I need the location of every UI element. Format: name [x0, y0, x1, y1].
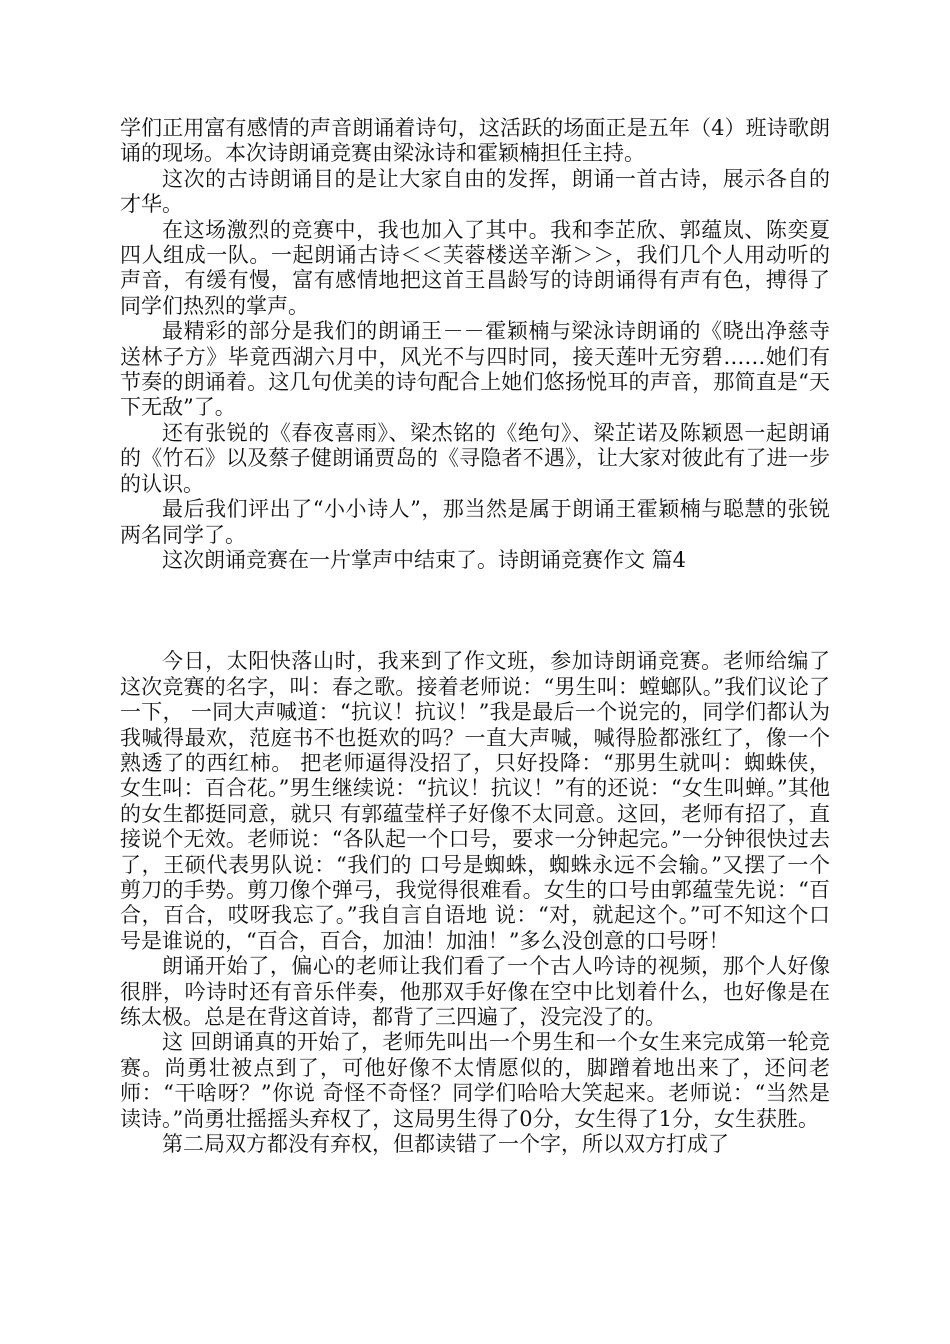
- paragraph: 学们正用富有感情的声音朗诵着诗句，这活跃的场面正是五年（4）班诗歌朗诵的现场。本次诗朗诵竞赛由梁泳诗和霍颖楠担任主持。: [120, 116, 830, 166]
- paragraph: 这 回朗诵真的开始了，老师先叫出一个男生和一个女生来完成第一轮竞赛。尚勇壮被点到了，可他好像不太情愿似的，脚蹭着地出来了，还问老师：“干啥呀？”你说 奇怪不奇怪？同学们哈哈大笑起来。老师说：“当然是读诗。”尚勇壮摇摇头弃权了，这局男生得了0分，女生得了1分，女生获胜。: [120, 1030, 830, 1131]
- paragraph: 在这场激烈的竞赛中，我也加入了其中。我和李芷欣、郭蕴岚、陈奕夏四人组成一队。一起朗诵古诗＜＜芙蓉楼送辛渐＞＞，我们几个人用动听的声音，有缓有慢，富有感情地把这首王昌龄写的诗朗诵得有声有色，搏得了同学们热烈的掌声。: [120, 217, 830, 318]
- paragraph: 第二局双方都没有弃权，但都读错了一个字，所以双方打成了: [162, 1132, 729, 1157]
- paragraph: 这次的古诗朗诵目的是让大家自由的发挥，朗诵一首古诗，展示各自的才华。: [120, 166, 830, 217]
- paragraph: 最精彩的部分是我们的朗诵王－－霍颖楠与梁泳诗朗诵的《晓出净慈寺送林子方》毕竟西湖六月中，风光不与四时同，接天莲叶无穷碧……她们有节奏的朗诵着。这几句优美的诗句配合上她们悠扬悦耳的声音，那简直是“天下无敌”了。: [120, 319, 830, 420]
- section-gap: [120, 573, 830, 649]
- section-heading-line: 这次朗诵竞赛在一片掌声中结束了。诗朗诵竞赛作文 篇4: [162, 547, 687, 572]
- paragraph: 今日，太阳快落山时，我来到了作文班，参加诗朗诵竞赛。老师给编了这次竞赛的名字，叫：春之歌。接着老师说：“男生叫：螳螂队。”我们议论了一下， 一同大声喊道：“抗议！抗议！”我是最后一个说完的，同学们都认为我喊得最欢，范庭书不也挺欢的吗？一直大声喊，喊得脸都涨红了，像一个熟透了的西红柿。 把老师逼得没招了，只好投降：“那男生就叫：蜘蛛侠，女生叫：百合花。”男生继续说：“抗议！抗议！”有的还说：“女生叫蝉。”其他的女生都挺同意，就只 有郭蕴莹样子好像不太同意。这回，老师有招了，直接说个无效。老师说：“各队起一个口号，要求一分钟起完。”一分钟很快过去了，王硕代表男队说：“我们的 口号是蜘蛛，蜘蛛永远不会输。”又摆了一个剪刀的手势。剪刀像个弹弓，我觉得很难看。女生的口号由郭蕴莹先说：“百合，百合，哎呀我忘了。”我自言自语地 说：“对，就起这个。”可不知这个口号是谁说的，“百合，百合，加油！加油！”多么没创意的口号呀！: [120, 649, 830, 953]
- paragraph: 最后我们评出了“小小诗人”，那当然是属于朗诵王霍颖楠与聪慧的张锐两名同学了。: [120, 497, 830, 547]
- paragraph: 还有张锐的《春夜喜雨》、梁杰铭的《绝句》、梁芷诺及陈颖恩一起朗诵的《竹石》以及蔡子健朗诵贾岛的《寻隐者不遇》，让大家对彼此有了进一步的认识。: [120, 420, 830, 496]
- paragraph: 朗诵开始了，偏心的老师让我们看了一个古人吟诗的视频，那个人好像很胖，吟诗时还有音乐伴奏，他那双手好像在空中比划着什么，也好像是在练太极。总是在背这首诗，都背了三四遍了，没完没了的。: [120, 954, 830, 1029]
- document-page: [120, 116, 830, 1157]
